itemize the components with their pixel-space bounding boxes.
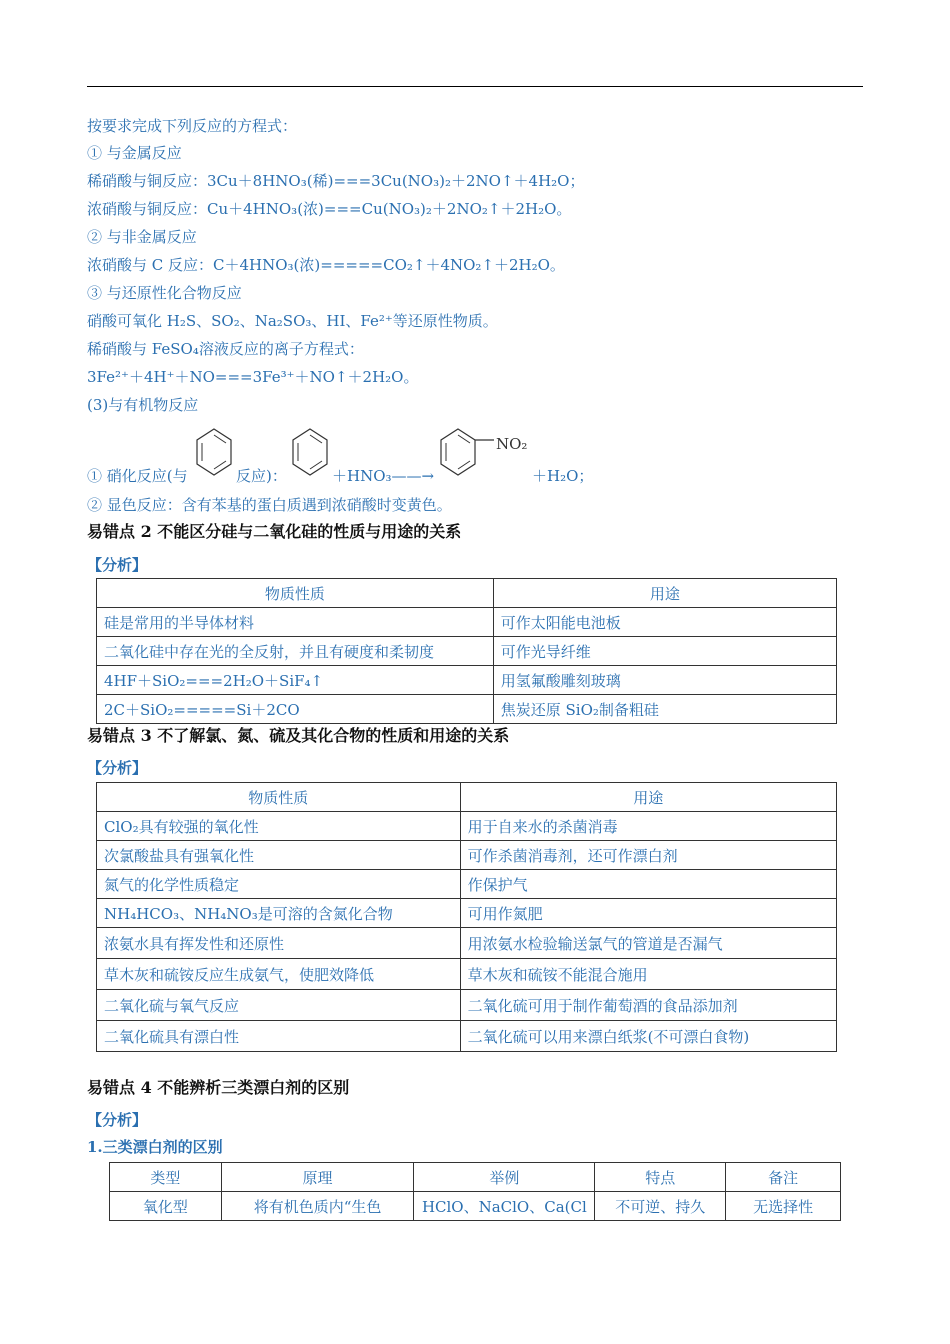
table-cell: ClO₂具有较强的氧化性 [97, 812, 461, 841]
column-header: 用途 [493, 579, 836, 608]
table-cell: 草木灰和硫铵不能混合施用 [460, 959, 836, 990]
table-cell: 作保护气 [460, 870, 836, 899]
table-cell: 用于自来水的杀菌消毒 [460, 812, 836, 841]
table-cell: 可作光导纤维 [493, 637, 836, 666]
table-cell: 用氢氟酸雕刻玻璃 [493, 666, 836, 695]
section-heading: 易错点 4 不能辨析三类漂白剂的区别 [87, 1078, 350, 1097]
benzene-ring-icon [290, 426, 330, 482]
intro-line: ③ 与还原性化合物反应 [87, 284, 242, 302]
equation-line: 稀硝酸与铜反应：3Cu＋8HNO₃(稀)===3Cu(NO₃)₂＋2NO↑＋4H₂O； [87, 172, 585, 190]
column-header: 物质性质 [97, 579, 494, 608]
intro-line: 按要求完成下列反应的方程式： [87, 117, 298, 135]
table-cell: 不可逆、持久 [595, 1192, 726, 1221]
table-cell: 用浓氨水检验输送氯气的管道是否漏气 [460, 928, 836, 959]
analysis-label: 【分析】 [87, 556, 148, 574]
table-cell: 二氧化硫可以用来漂白纸浆(不可漂白食物) [460, 1021, 836, 1052]
column-header: 备注 [726, 1163, 841, 1192]
intro-line: ① 与金属反应 [87, 144, 182, 162]
equation-line: 3Fe²⁺＋4H⁺＋NO===3Fe³⁺＋NO↑＋2H₂O。 [87, 368, 419, 386]
table-row [97, 637, 837, 666]
table-cell: 二氧化硫具有漂白性 [97, 1021, 461, 1052]
no2-label: NO₂ [496, 435, 528, 453]
table-row [97, 1021, 837, 1052]
silicon-table [96, 578, 837, 724]
table-row [97, 695, 837, 724]
intro-line: 稀硝酸与 FeSO₄溶液反应的离子方程式： [87, 340, 364, 358]
table-cell: 可作太阳能电池板 [493, 608, 836, 637]
table-row [97, 959, 837, 990]
intro-line: (3)与有机物反应 [87, 396, 199, 414]
benzene-ring-icon [194, 426, 234, 482]
table-header-row [97, 579, 837, 608]
table-cell: 浓氨水具有挥发性和还原性 [97, 928, 461, 959]
table-row [97, 841, 837, 870]
column-header: 用途 [460, 783, 836, 812]
column-header: 举例 [414, 1163, 595, 1192]
section-heading: 易错点 2 不能区分硅与二氧化硅的性质与用途的关系 [87, 522, 462, 541]
subheading: 1.三类漂白剂的区别 [87, 1138, 223, 1156]
analysis-label: 【分析】 [87, 1111, 148, 1129]
table-cell: 二氧化硅中存在光的全反射，并且有硬度和柔韧度 [97, 637, 494, 666]
nitration-text-b: 反应)： [236, 467, 287, 485]
column-header: 物质性质 [97, 783, 461, 812]
column-header: 原理 [221, 1163, 414, 1192]
table-row [97, 666, 837, 695]
table-row [97, 608, 837, 637]
intro-line: ② 显色反应：含有苯基的蛋白质遇到浓硝酸时变黄色。 [87, 496, 452, 514]
nitration-text-c: ＋HNO₃——→ [332, 467, 435, 485]
nitration-text-d: ＋H₂O； [532, 467, 594, 485]
table-row [97, 928, 837, 959]
table-cell: 4HF＋SiO₂===2H₂O＋SiF₄↑ [97, 666, 494, 695]
table-cell: 无选择性 [726, 1192, 841, 1221]
column-header: 特点 [595, 1163, 726, 1192]
intro-line: 硝酸可氧化 H₂S、SO₂、Na₂SO₃、HI、Fe²⁺等还原性物质。 [87, 312, 498, 330]
table-cell: HClO、NaClO、Ca(Cl [414, 1192, 595, 1221]
nitrobenzene-icon [438, 426, 498, 482]
table-cell: 将有机色质内“生色 [221, 1192, 414, 1221]
table-cell: 次氯酸盐具有强氧化性 [97, 841, 461, 870]
table-cell: 焦炭还原 SiO₂制备粗硅 [493, 695, 836, 724]
column-header: 类型 [110, 1163, 222, 1192]
analysis-label: 【分析】 [87, 759, 148, 777]
table-cell: 氧化型 [110, 1192, 222, 1221]
table-row [97, 899, 837, 928]
nitrogen-sulfur-table [96, 782, 837, 1052]
section-heading: 易错点 3 不了解氯、氮、硫及其化合物的性质和用途的关系 [87, 726, 510, 745]
top-rule [87, 86, 863, 87]
table-row [110, 1192, 841, 1221]
intro-line: ② 与非金属反应 [87, 228, 197, 246]
table-cell: 氮气的化学性质稳定 [97, 870, 461, 899]
table-cell: 2C＋SiO₂=====Si＋2CO [97, 695, 494, 724]
bleach-table [109, 1162, 841, 1221]
table-cell: NH₄HCO₃、NH₄NO₃是可溶的含氮化合物 [97, 899, 461, 928]
table-header-row [110, 1163, 841, 1192]
table-cell: 硅是常用的半导体材料 [97, 608, 494, 637]
table-row [97, 870, 837, 899]
table-cell: 可用作氮肥 [460, 899, 836, 928]
equation-line: 浓硝酸与铜反应：Cu＋4HNO₃(浓)===Cu(NO₃)₂＋2NO₂↑＋2H₂O。 [87, 200, 572, 218]
table-cell: 二氧化硫与氧气反应 [97, 990, 461, 1021]
table-header-row [97, 783, 837, 812]
table-cell: 可作杀菌消毒剂，还可作漂白剂 [460, 841, 836, 870]
table-cell: 二氧化硫可用于制作葡萄酒的食品添加剂 [460, 990, 836, 1021]
nitration-text-a: ① 硝化反应(与 [87, 467, 188, 485]
equation-line: 浓硝酸与 C 反应：C＋4HNO₃(浓)=====CO₂↑＋4NO₂↑＋2H₂O。 [87, 256, 565, 274]
table-cell: 草木灰和硫铵反应生成氨气，使肥效降低 [97, 959, 461, 990]
table-row [97, 990, 837, 1021]
table-row [97, 812, 837, 841]
